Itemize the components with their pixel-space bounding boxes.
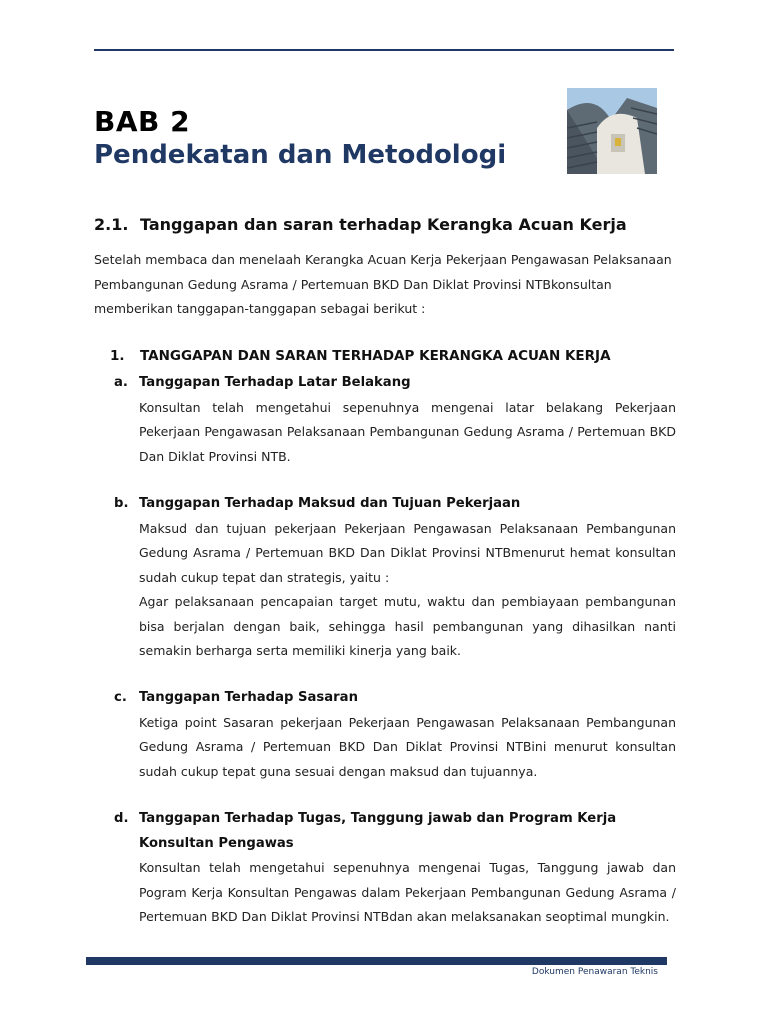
footer-bar [86, 957, 667, 965]
section-title: Tanggapan dan saran terhadap Kerangka Acuan Kerja [140, 215, 627, 234]
list-title: TANGGAPAN DAN SARAN TERHADAP KERANGKA ACUAN KERJA [140, 348, 611, 364]
item-letter: b. [114, 496, 129, 511]
list-heading [110, 348, 611, 364]
item-title [114, 371, 676, 396]
item-paragraph: Konsultan telah mengetahui sepenuhnya mengenai Tugas, Tanggung jawab dan Pogram Kerja Konsultan Pengawas dalam Pekerjaan Pembangunan Gedung Asrama / Pertemuan BKD Dan Diklat Provinsi NTBdan akan melaksanakan seoptimal mungkin. [139, 860, 676, 924]
item-paragraph: Konsultan telah mengetahui sepenuhnya mengenai latar belakang Pekerjaan Pekerjaan Pengawasan Pelaksanaan Pembangunan Gedung Asrama / Pertemuan BKD Dan Diklat Provinsi NTB. [139, 399, 676, 464]
list-number: 1. [110, 348, 125, 364]
item-letter: a. [114, 375, 128, 390]
intro-paragraph: Setelah membaca dan menelaah Kerangka Acuan Kerja Pekerjaan Pengawasan Pelaksanaan Pembangunan Gedung Asrama / Pertemuan BKD Dan Diklat Provinsi NTBkonsultan memberikan tanggapan-tanggapan sebagai berikut : [94, 252, 672, 316]
item-paragraph: Maksud dan tujuan pekerjaan Pekerjaan Pengawasan Pelaksanaan Pembangunan Gedung Asrama / Pertemuan BKD Dan Diklat Provinsi NTBmenurut hemat konsultan sudah cukup tepat dan strategis, yaitu : [139, 520, 676, 585]
item-title-text: Tanggapan Terhadap Latar Belakang [139, 375, 411, 390]
section-heading [94, 215, 627, 234]
response-item-b [114, 492, 676, 664]
item-paragraph: Ketiga point Sasaran pekerjaan Pekerjaan Pengawasan Pelaksanaan Pembangunan Gedung Asrama / Pertemuan BKD Dan Diklat Provinsi NTBini menurut konsultan sudah cukup tepat guna sesuai dengan maksud dan tujuannya. [139, 714, 676, 779]
item-title-text: Tanggapan Terhadap Tugas, Tanggung jawab dan Program Kerja Konsultan Pengawas [139, 811, 617, 851]
item-title [114, 686, 676, 711]
footer-text: Dokumen Penawaran Teknis [531, 967, 658, 977]
section-number: 2.1. [94, 215, 129, 234]
response-item-a [114, 371, 676, 469]
response-item-d [114, 807, 676, 930]
chapter-title: Pendekatan dan Metodologi [94, 140, 507, 170]
response-item-c [114, 686, 676, 784]
item-letter: c. [114, 690, 127, 705]
item-letter: d. [114, 811, 129, 826]
item-paragraph: Agar pelaksanaan pencapaian target mutu, waktu dan pembiayaan pembangunan bisa berjalan dengan baik, sehingga hasil pembangunan yang dihasilkan nanti semakin berharga serta memiliki kinerja yang baik. [139, 594, 676, 658]
item-title-text: Tanggapan Terhadap Sasaran [139, 690, 358, 705]
top-rule [94, 49, 674, 51]
item-title [114, 492, 676, 517]
chapter-label: BAB 2 [94, 105, 191, 138]
item-title-text: Tanggapan Terhadap Maksud dan Tujuan Pekerjaan [139, 496, 521, 511]
building-photo-icon [567, 88, 657, 174]
item-title [114, 807, 676, 856]
